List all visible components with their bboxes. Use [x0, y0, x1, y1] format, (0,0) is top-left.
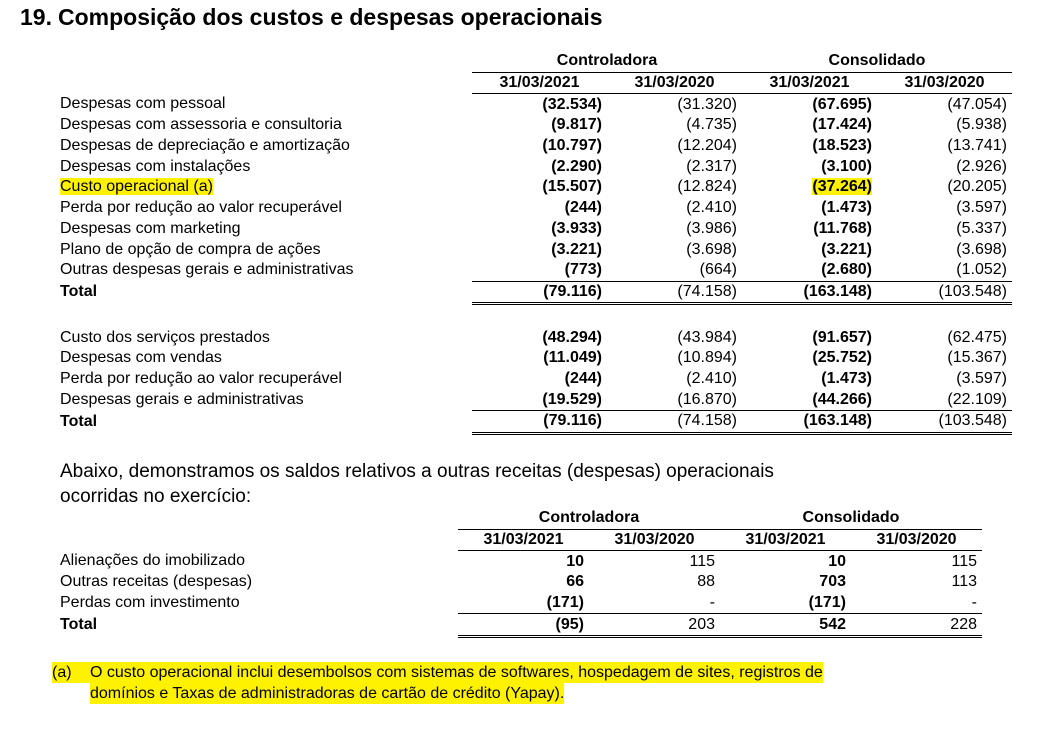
row-label: Total	[60, 283, 98, 301]
cell-value-text: (171)	[546, 594, 584, 612]
cell-value	[607, 348, 742, 369]
cell-value-text: (12.824)	[677, 178, 737, 196]
cell-value	[458, 593, 589, 614]
cell-value: (103.548)	[877, 411, 1012, 434]
cell-value	[877, 156, 1012, 177]
cell-value	[607, 369, 742, 390]
row-label-text: Perda por redução ao valor recuperável	[60, 199, 342, 217]
cell-value-text: (3.597)	[956, 199, 1007, 217]
header-date: 31/03/2021	[458, 529, 589, 551]
cell-value-text: (43.984)	[677, 328, 737, 346]
row-label-text: Despesas com pessoal	[60, 95, 226, 113]
row-label-text: Outras receitas (despesas)	[60, 573, 253, 591]
cell-value-text: (3.221)	[821, 240, 872, 258]
cell-value-text: (15.367)	[947, 349, 1007, 367]
cell-value	[720, 572, 851, 593]
cell-value-text: (773)	[564, 261, 602, 279]
group-controladora: Controladora	[472, 51, 742, 72]
cell-value: 228	[851, 614, 982, 637]
cell-value-text: (244)	[564, 199, 602, 217]
paragraph-line: Abaixo, demonstramos os saldos relativos a outras receitas (despesas) operacionais	[60, 461, 774, 482]
header-date: 31/03/2021	[472, 72, 607, 94]
cell-value	[877, 115, 1012, 136]
cell-value-text: (3.986)	[686, 219, 737, 237]
footnote-text: O custo operacional inclui desembolsos com sistemas de softwares, hospedagem de sites, registros de	[90, 664, 823, 681]
cell-value-text: (11.049)	[543, 349, 602, 367]
cell-value	[472, 94, 607, 115]
table-row	[60, 156, 1012, 177]
table-row	[60, 239, 1012, 260]
cell-value	[742, 219, 877, 240]
header-date: 31/03/2020	[877, 72, 1012, 94]
section-title-text: Composição dos custos e despesas operacionais	[57, 4, 603, 30]
cell-value-text: (17.424)	[812, 116, 872, 134]
cell-value	[458, 551, 589, 572]
cell-value	[742, 156, 877, 177]
row-label	[60, 327, 472, 348]
cell-value	[472, 389, 607, 410]
cell-value-text: -	[709, 594, 715, 612]
cell-value-text: (12.204)	[677, 137, 737, 155]
cell-value	[877, 219, 1012, 240]
footnote-key: (a)	[52, 662, 90, 683]
cell-value	[472, 136, 607, 157]
table-row	[60, 115, 1012, 136]
row-label-text: Plano de opção de compra de ações	[60, 240, 321, 258]
cell-value	[742, 115, 877, 136]
cell-value	[877, 327, 1012, 348]
cell-value-text: (22.109)	[947, 390, 1007, 408]
row-label-text: Despesas de depreciação e amortização	[60, 137, 350, 155]
cell-value	[472, 219, 607, 240]
cell-value	[607, 389, 742, 410]
cell-value	[742, 136, 877, 157]
cell-value	[851, 572, 982, 593]
table-group-header-row	[60, 508, 982, 529]
table-row	[60, 94, 1012, 115]
row-label	[60, 136, 472, 157]
cell-value	[472, 239, 607, 260]
cell-value-text: (2.680)	[821, 261, 872, 279]
cell-value	[589, 593, 720, 614]
row-label	[60, 219, 472, 240]
cell-value	[742, 369, 877, 390]
row-label-text: Custo operacional (a)	[60, 178, 213, 196]
header-date: 31/03/2021	[720, 529, 851, 551]
row-label	[60, 369, 472, 390]
cell-value	[472, 327, 607, 348]
footnote-text: domínios e Taxas de administradoras de cartão de crédito (Yapay).	[90, 685, 565, 702]
table-date-header-row	[60, 529, 982, 551]
cell-value-text: (2.317)	[686, 157, 737, 175]
row-label-text: Despesas com vendas	[60, 349, 222, 367]
cell-value	[851, 593, 982, 614]
table-row	[60, 389, 1012, 410]
cell-value-text: (1.052)	[956, 261, 1007, 279]
cell-value	[607, 115, 742, 136]
cell-value-text: (19.529)	[542, 390, 602, 408]
cell-value-text: (5.337)	[956, 219, 1007, 237]
cell-value	[742, 198, 877, 219]
cell-value-text: (2.926)	[956, 157, 1007, 175]
cell-value	[472, 348, 607, 369]
cell-value-text: (31.320)	[677, 95, 737, 113]
table-total-row	[60, 614, 982, 637]
table-row	[60, 219, 1012, 240]
row-label	[60, 94, 472, 115]
row-label	[60, 551, 458, 572]
row-label-text: Alienações do imobilizado	[60, 552, 245, 570]
group-consolidado: Consolidado	[742, 51, 1012, 72]
cell-value	[472, 115, 607, 136]
cell-value: (163.148)	[742, 411, 877, 434]
cell-value	[742, 239, 877, 260]
cell-value-text: (4.735)	[686, 116, 737, 134]
cell-value-text: (15.507)	[542, 178, 602, 196]
cell-value	[472, 369, 607, 390]
header-date: 31/03/2020	[851, 529, 982, 551]
cell-value-text: (32.534)	[542, 95, 602, 113]
cell-value-text: (2.410)	[686, 369, 737, 387]
row-label-text: Perdas com investimento	[60, 594, 240, 612]
cell-value-text: (10.797)	[542, 137, 602, 155]
cell-value	[589, 551, 720, 572]
row-label-text: Despesas gerais e administrativas	[60, 390, 304, 408]
cell-value: (74.158)	[607, 281, 742, 304]
cell-value	[472, 156, 607, 177]
cell-value-text: 10	[566, 552, 584, 570]
cell-value-text: (2.410)	[686, 199, 737, 217]
cell-value-text: (91.657)	[812, 328, 872, 346]
cell-value-text: 66	[566, 573, 584, 591]
cell-value-text: (67.695)	[812, 95, 872, 113]
table-row	[60, 369, 1012, 390]
row-label	[60, 239, 472, 260]
row-label	[60, 198, 472, 219]
row-label-text: Despesas com marketing	[60, 219, 241, 237]
cell-value: (95)	[458, 614, 589, 637]
cell-value	[742, 94, 877, 115]
cell-value-text: (10.894)	[677, 349, 737, 367]
intro-paragraph	[60, 459, 900, 509]
row-label	[60, 156, 472, 177]
cell-value	[458, 572, 589, 593]
cell-value-text: (13.741)	[947, 137, 1007, 155]
cell-value	[742, 260, 877, 281]
cell-value	[877, 348, 1012, 369]
cell-value-text: (3.698)	[956, 240, 1007, 258]
cell-value: 203	[589, 614, 720, 637]
table-row	[60, 327, 1012, 348]
cell-value-text: (18.523)	[812, 137, 872, 155]
row-label: Total	[60, 412, 98, 430]
table-row	[60, 551, 982, 572]
cell-value-text: 10	[828, 552, 846, 570]
row-label	[60, 348, 472, 369]
row-label	[60, 177, 472, 198]
table-row	[60, 136, 1012, 157]
cell-value	[742, 348, 877, 369]
cell-value	[877, 389, 1012, 410]
cell-value-text: 115	[689, 552, 715, 570]
cell-value-text: 113	[951, 573, 977, 591]
cell-value: (79.116)	[472, 411, 607, 434]
cell-value	[877, 94, 1012, 115]
cell-value	[472, 177, 607, 198]
cell-value	[607, 327, 742, 348]
row-label	[60, 389, 472, 410]
cell-value	[607, 198, 742, 219]
cell-value-text: (44.266)	[812, 390, 872, 408]
table-row	[60, 177, 1012, 198]
row-label-text: Outras despesas gerais e administrativas	[60, 261, 354, 279]
cell-value	[742, 389, 877, 410]
cell-value-text: (3.221)	[551, 240, 602, 258]
table-group-header-row	[60, 51, 1012, 72]
cell-value	[877, 177, 1012, 198]
cell-value: (163.148)	[742, 281, 877, 304]
cell-value	[472, 260, 607, 281]
cell-value-text: (171)	[808, 594, 846, 612]
row-label	[60, 572, 458, 593]
cell-value-text: 115	[951, 552, 977, 570]
row-label-text: Despesas com instalações	[60, 157, 251, 175]
cell-value-text: (3.698)	[686, 240, 737, 258]
cell-value: (79.116)	[472, 281, 607, 304]
header-date: 31/03/2021	[742, 72, 877, 94]
footnote	[52, 662, 823, 704]
cell-value	[742, 177, 877, 198]
section-title	[20, 4, 609, 31]
row-label	[60, 115, 472, 136]
cell-value	[607, 136, 742, 157]
cell-value-text: (20.205)	[947, 178, 1007, 196]
cell-value	[472, 198, 607, 219]
paragraph-line: ocorridas no exercício:	[60, 486, 252, 507]
cell-value: (74.158)	[607, 411, 742, 434]
costs-expenses-table	[60, 51, 1012, 435]
cell-value-text: 703	[819, 573, 846, 591]
cell-value	[720, 551, 851, 572]
cell-value-text: -	[971, 594, 977, 612]
cell-value: (103.548)	[877, 281, 1012, 304]
table-row	[60, 198, 1012, 219]
cell-value-text: (37.264)	[812, 178, 872, 196]
cell-value	[742, 327, 877, 348]
cell-value	[720, 593, 851, 614]
cell-value-text: (2.290)	[551, 157, 602, 175]
table-row	[60, 572, 982, 593]
cell-value	[877, 369, 1012, 390]
cell-value	[589, 572, 720, 593]
cell-value-text: (48.294)	[542, 328, 602, 346]
cell-value-text: (3.933)	[551, 219, 602, 237]
cell-value	[607, 94, 742, 115]
cell-value	[607, 156, 742, 177]
cell-value-text: (3.100)	[821, 157, 872, 175]
cell-value-text: (244)	[564, 369, 602, 387]
cell-value-text: (25.752)	[812, 349, 872, 367]
row-label	[60, 260, 472, 281]
table-row	[60, 348, 1012, 369]
table-row	[60, 593, 982, 614]
cell-value-text: (1.473)	[821, 369, 872, 387]
cell-value	[877, 198, 1012, 219]
cell-value	[607, 239, 742, 260]
header-date: 31/03/2020	[607, 72, 742, 94]
table-row	[60, 260, 1012, 281]
section-number: 19.	[20, 4, 52, 30]
cell-value-text: (16.870)	[677, 390, 737, 408]
cell-value	[607, 177, 742, 198]
group-consolidado: Consolidado	[720, 508, 982, 529]
cell-value: 542	[720, 614, 851, 637]
row-label: Total	[60, 616, 98, 634]
header-date: 31/03/2020	[589, 529, 720, 551]
table-total-row	[60, 281, 1012, 304]
cell-value-text: (5.938)	[956, 116, 1007, 134]
cell-value	[607, 219, 742, 240]
cell-value	[877, 239, 1012, 260]
cell-value	[851, 551, 982, 572]
table-date-header-row	[60, 72, 1012, 94]
cell-value-text: (664)	[699, 261, 737, 279]
cell-value-text: (1.473)	[821, 199, 872, 217]
row-label	[60, 593, 458, 614]
other-income-table	[60, 508, 982, 638]
cell-value	[607, 260, 742, 281]
cell-value	[877, 136, 1012, 157]
group-controladora: Controladora	[458, 508, 720, 529]
row-label-text: Custo dos serviços prestados	[60, 328, 270, 346]
table-total-row	[60, 411, 1012, 434]
cell-value-text: (62.475)	[947, 328, 1007, 346]
row-label-text: Perda por redução ao valor recuperável	[60, 369, 342, 387]
cell-value-text: 88	[697, 573, 715, 591]
cell-value-text: (47.054)	[947, 95, 1007, 113]
cell-value-text: (9.817)	[551, 116, 602, 134]
cell-value-text: (3.597)	[956, 369, 1007, 387]
cell-value-text: (11.768)	[813, 219, 872, 237]
cell-value	[877, 260, 1012, 281]
row-label-text: Despesas com assessoria e consultoria	[60, 116, 342, 134]
